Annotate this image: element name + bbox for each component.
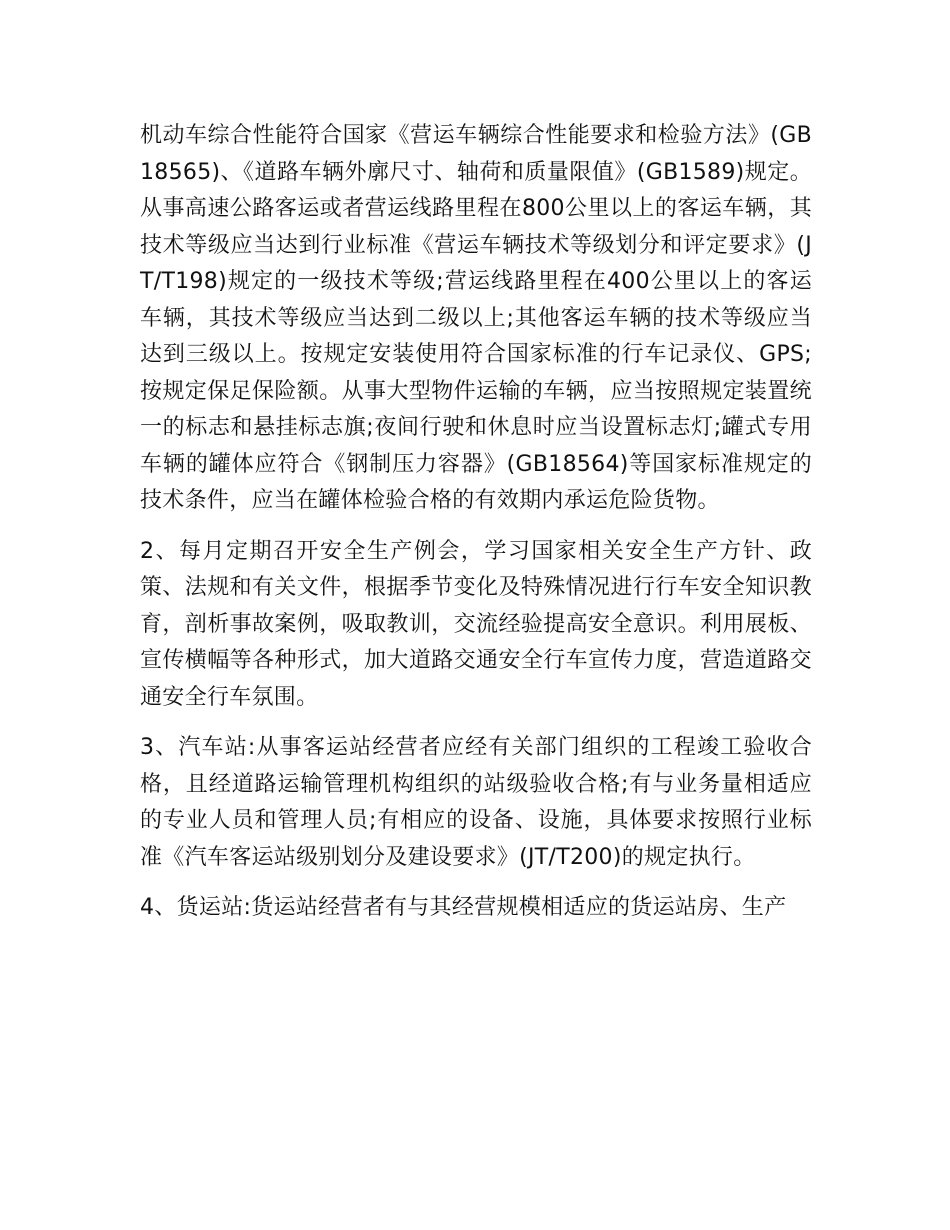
paragraph-bus-station: 3、汽车站:从事客运站经营者应经有关部门组织的工程竣工验收合格，且经道路运输管理机构组织的站级验收合格;有与业务量相适应的专业人员和管理人员;有相应的设备、设施，具体要求按照行业标准《汽车客运站级别划分及建设要求》(JT/T200)的规定执行。: [140, 735, 812, 870]
document-body: [140, 118, 812, 941]
paragraph-freight-station: 4、货运站:货运站经营者有与其经营规模相适应的货运站房、生产: [140, 895, 787, 920]
paragraph-safety-meetings: 2、每月定期召开安全生产例会，学习国家相关安全生产方针、政策、法规和有关文件，根据季节变化及特殊情况进行行车安全知识教育，剖析事故案例，吸取教训，交流经验提高安全意识。利用展板、宣传横幅等各种形式，加大道路交通安全行车宣传力度，营造道路交通安全行车氛围。: [140, 538, 812, 710]
paragraph-vehicle-standards: 机动车综合性能符合国家《营运车辆综合性能要求和检验方法》(GB18565)、《道路车辆外廓尺寸、轴荷和质量限值》(GB1589)规定。从事高速公路客运或者营运线路里程在800公里以上的客运车辆，其技术等级应当达到行业标准《营运车辆技术等级划分和评定要求》(JT/T198)规定的一级技术等级;营运线路里程在400公里以上的客运车辆，其技术等级应当达到二级以上;其他客运车辆的技术等级应当达到三级以上。按规定安装使用符合国家标准的行车记录仪、GPS;按规定保足保险额。从事大型物件运输的车辆，应当按照规定装置统一的标志和悬挂标志旗;夜间行驶和休息时应当设置标志灯;罐式专用车辆的罐体应符合《钢制压力容器》(GB18564)等国家标准规定的技术条件，应当在罐体检验合格的有效期内承运危险货物。: [140, 123, 812, 513]
